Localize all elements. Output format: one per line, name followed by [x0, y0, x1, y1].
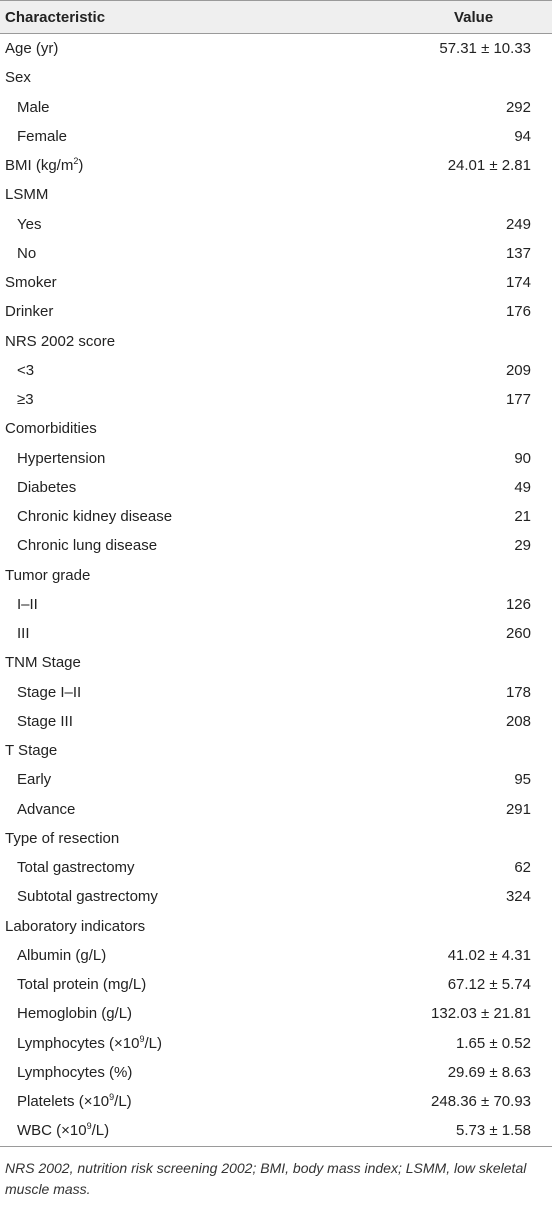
row-label: Subtotal gastrectomy [17, 888, 158, 906]
table-row [0, 1087, 552, 1116]
table-row [0, 590, 552, 619]
table-row [0, 385, 552, 414]
row-label: Male [17, 98, 50, 116]
row-label: Yes [17, 215, 42, 233]
row-value: 1.65 ± 0.52 [456, 1034, 531, 1052]
table-row [0, 941, 552, 970]
row-label: Female [17, 127, 68, 145]
row-value: 41.02 ± 4.31 [447, 946, 531, 964]
table-row [0, 736, 552, 765]
row-value: 177 [505, 391, 531, 408]
row-label: Chronic kidney disease [17, 508, 173, 525]
table-row [0, 999, 552, 1028]
row-value: 29.69 ± 8.63 [447, 1063, 531, 1081]
row-label: No [17, 244, 37, 262]
table-row [0, 122, 552, 151]
row-label: Type of resection [5, 829, 120, 847]
row-value: 57.31 ± 10.33 [439, 40, 531, 57]
row-value: 62 [514, 859, 531, 876]
row-label: Diabetes [17, 478, 77, 496]
row-label: WBC $(\times 10^9/L)$ [17, 1121, 110, 1140]
row-value: 24.01 ± 2.81 [447, 157, 531, 174]
table-row [0, 356, 552, 385]
row-label: Lymphocytes $(\times 10^9/L)$ [17, 1033, 162, 1052]
row-label: Stage III [17, 712, 73, 730]
row-value: 291 [505, 800, 531, 818]
row-label: Total gastrectomy [17, 859, 135, 876]
row-label: Age (yr) [5, 40, 59, 57]
table-row [0, 1029, 552, 1058]
row-label: NRS 2002 score [5, 332, 116, 350]
row-label: Stage I–II [17, 683, 82, 701]
header-characteristic: Characteristic [5, 9, 106, 26]
row-label: Sex [5, 69, 31, 87]
table-body [0, 34, 552, 1146]
row-label: I–II [17, 595, 38, 613]
table-header [0, 0, 552, 34]
row-value: 21 [514, 508, 531, 525]
table-row [0, 970, 552, 999]
row-label: Chronic lung disease [17, 537, 158, 555]
table-row [0, 853, 552, 882]
row-label: BMI $(kg/m^2)$ [5, 156, 84, 174]
row-label: Platelets $(\times 10^9/L)$ [17, 1092, 132, 1110]
row-value: 178 [505, 683, 531, 701]
table-row [0, 678, 552, 707]
row-value: 248.36 ± 70.93 [431, 1093, 531, 1110]
table-row [0, 93, 552, 122]
table-row [0, 239, 552, 268]
table-row [0, 882, 552, 911]
row-label: Advance [17, 800, 76, 818]
table-row [0, 648, 552, 677]
row-value: 174 [505, 274, 531, 291]
table-row [0, 210, 552, 239]
row-label: Hypertension [17, 449, 106, 467]
row-value: 209 [505, 361, 531, 379]
row-label: Comorbidities [5, 420, 97, 438]
row-label: Early [17, 771, 52, 789]
row-label: Tumor grade [5, 566, 91, 584]
table-row [0, 473, 552, 502]
row-label: T Stage [5, 742, 58, 759]
row-label: Hemoglobin (g/L) [17, 1005, 133, 1023]
table-row [0, 151, 552, 180]
row-label: Laboratory indicators [5, 917, 146, 935]
row-value: 94 [514, 127, 531, 145]
table-row [0, 795, 552, 824]
row-value: 126 [505, 595, 531, 613]
header-value: Value [454, 9, 494, 26]
row-label: Smoker [5, 274, 57, 291]
table-row [0, 180, 552, 209]
table-row [0, 1116, 552, 1145]
table-row [0, 531, 552, 560]
table-row [0, 502, 552, 531]
table-row [0, 707, 552, 736]
table-row [0, 561, 552, 590]
row-value: 260 [505, 625, 531, 642]
row-value: 208 [505, 712, 531, 730]
table-row [0, 268, 552, 297]
row-value: 5.73 ± 1.58 [456, 1122, 531, 1140]
row-value: 67.12 ± 5.74 [447, 976, 531, 993]
row-value: 95 [514, 771, 531, 789]
table-row [0, 444, 552, 473]
row-value: 137 [505, 244, 531, 262]
table-row [0, 765, 552, 794]
row-value: 324 [505, 888, 531, 906]
row-value: 29 [514, 537, 531, 555]
table-row [0, 619, 552, 648]
table-row [0, 414, 552, 443]
row-value: 292 [505, 98, 531, 116]
row-value: 132.03 ± 21.81 [431, 1005, 531, 1023]
row-label: LSMM [5, 186, 49, 204]
table-row [0, 327, 552, 356]
row-label: Lymphocytes (%) [17, 1063, 133, 1081]
table-row [0, 297, 552, 326]
row-label: <3 [17, 361, 35, 379]
row-label: III [17, 625, 30, 642]
row-value: 249 [505, 215, 531, 233]
table-row [0, 1058, 552, 1087]
row-value: 90 [514, 449, 531, 467]
table-row [0, 63, 552, 92]
row-label: ≥3 [17, 391, 34, 408]
row-label: Drinker [5, 303, 54, 321]
table-row [0, 824, 552, 853]
row-label: TNM Stage [5, 654, 81, 672]
row-value: 176 [505, 303, 531, 321]
table-bottom-rule [0, 1146, 552, 1147]
row-label: Total protein (mg/L) [17, 976, 147, 993]
row-label: Albumin (g/L) [17, 946, 107, 964]
table-row [0, 34, 552, 63]
table-footnote: NRS 2002, nutrition risk screening 2002; BMI, body mass index; LSMM, low skeletal muscle mass. [5, 1160, 527, 1197]
row-value: 49 [514, 478, 531, 496]
table-row [0, 912, 552, 941]
